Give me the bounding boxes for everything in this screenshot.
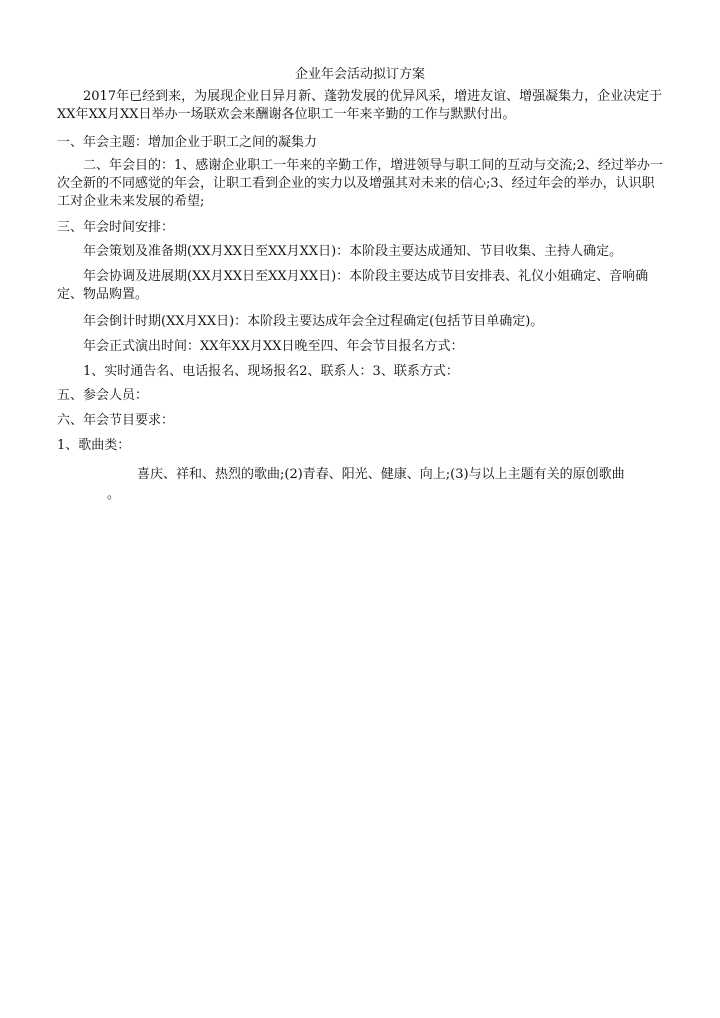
section-attendees: 五、参会人员：: [57, 388, 149, 403]
section-program-requirements: 六、年会节目要求：: [57, 413, 175, 428]
section-purpose: 二、年会目的：1、感谢企业职工一年来的辛勤工作，增进领导与职工间的互动与交流;2、经过举办一次全新的不同感觉的年会，让职工看到企业的实力以及增强其对未来的信心;3、经过年会的举办，认识职工对企业未来发展的希望;: [57, 158, 663, 209]
songs-description: 喜庆、祥和、热烈的歌曲;(2)青春、阳光、健康、向上;(3)与以上主题有关的原创歌曲: [137, 467, 625, 482]
item-songs-heading: 1、歌曲类：: [57, 438, 131, 453]
signup-methods: 1、实时通告名、电话报名、现场报名2、联系人：3、联系方式：: [83, 364, 459, 379]
songs-trailing-mark: 。: [107, 487, 121, 502]
phase-performance: 年会正式演出时间：XX年XX月XX日晚至四、年会节目报名方式：: [83, 339, 464, 354]
section-schedule-heading: 三、年会时间安排：: [57, 220, 175, 235]
document-title: 企业年会活动拟订方案: [294, 67, 425, 82]
section-theme: 一、年会主题：增加企业于职工之间的凝集力: [57, 135, 318, 150]
phase-coordination: 年会协调及进展期(XX月XX日至XX月XX日)：本阶段主要达成节目安排表、礼仪小姐确定、音响确定、物品购置。: [57, 269, 649, 302]
phase-preparation: 年会策划及准备期(XX月XX日至XX月XX日)：本阶段主要达成通知、节目收集、主持人确定。: [83, 244, 623, 259]
intro-paragraph: 2017年已经到来，为展现企业日异月新、蓬勃发展的优异风采，增进友谊、增强凝集力，企业决定于XX年XX月XX日举办一场联欢会来酬谢各位职工一年来辛勤的工作与默默付出。: [57, 89, 663, 122]
phase-countdown: 年会倒计时期(XX月XX日)：本阶段主要达成年会全过程确定(包括节目单确定)。: [83, 314, 544, 329]
